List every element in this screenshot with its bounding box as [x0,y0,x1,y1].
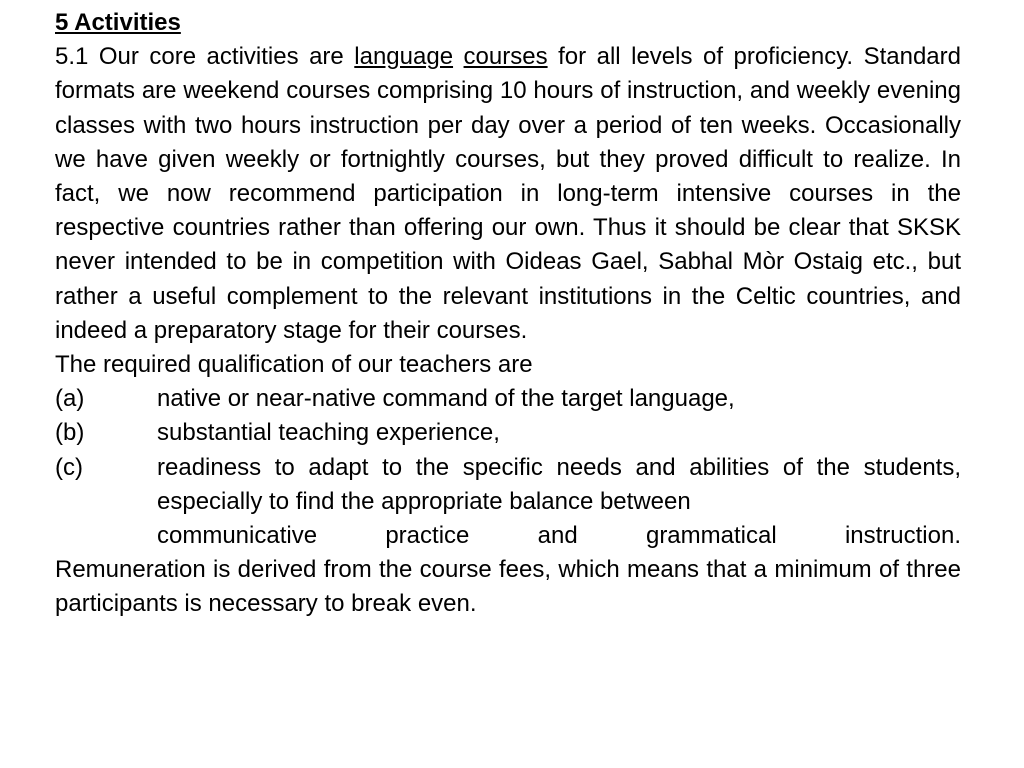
underlined-word-courses: courses [463,43,548,71]
section-heading: 5 Activities [55,9,181,36]
paragraph-text: for all levels of proficiency. Standard formats are weekend courses comprising 10 hours of instruction, and weekly evening classes with two hours instruction per day over a period of ten weeks. Occasionally we have given weekly or fortnightly courses, but they proved difficult to realize. In fact, we now recommend participation in long-term intensive courses in the respective countries rather than offering our own. Thus it should be clear that SKSK never intended to be in competition with Oideas Gael, Sabhal Mòr Ostaig etc., but rather a useful complement to the relevant institutions in the Celtic countries, and indeed a preparatory stage for their courses. [55,43,961,344]
list-item-label: (a) [55,385,85,413]
list-item-label: (b) [55,419,85,447]
list-item-text: readiness to adapt to the specific needs and abilities of the students, especially to find the appropriate balance between [157,453,961,515]
list-item [55,416,961,450]
paragraph-text: 5.1 Our core activities are [55,43,355,71]
list-item-text: native or near-native command of the target language, [157,385,735,413]
list-item [55,382,961,416]
list-item-continuation: communicative practice and grammatical instruction. [157,522,961,550]
qualification-intro: The required qualification of our teachers are [55,351,533,379]
list-item-text: substantial teaching experience, [157,419,500,447]
list-item [55,451,961,519]
underlined-word-language: language [354,43,454,71]
list-item-label: (c) [55,453,83,481]
document-page [55,6,961,622]
paragraph-remuneration: Remuneration is derived from the course fees, which means that a minimum of three participants is necessary to break even. [55,556,961,618]
paragraph-core-activities [55,40,961,348]
